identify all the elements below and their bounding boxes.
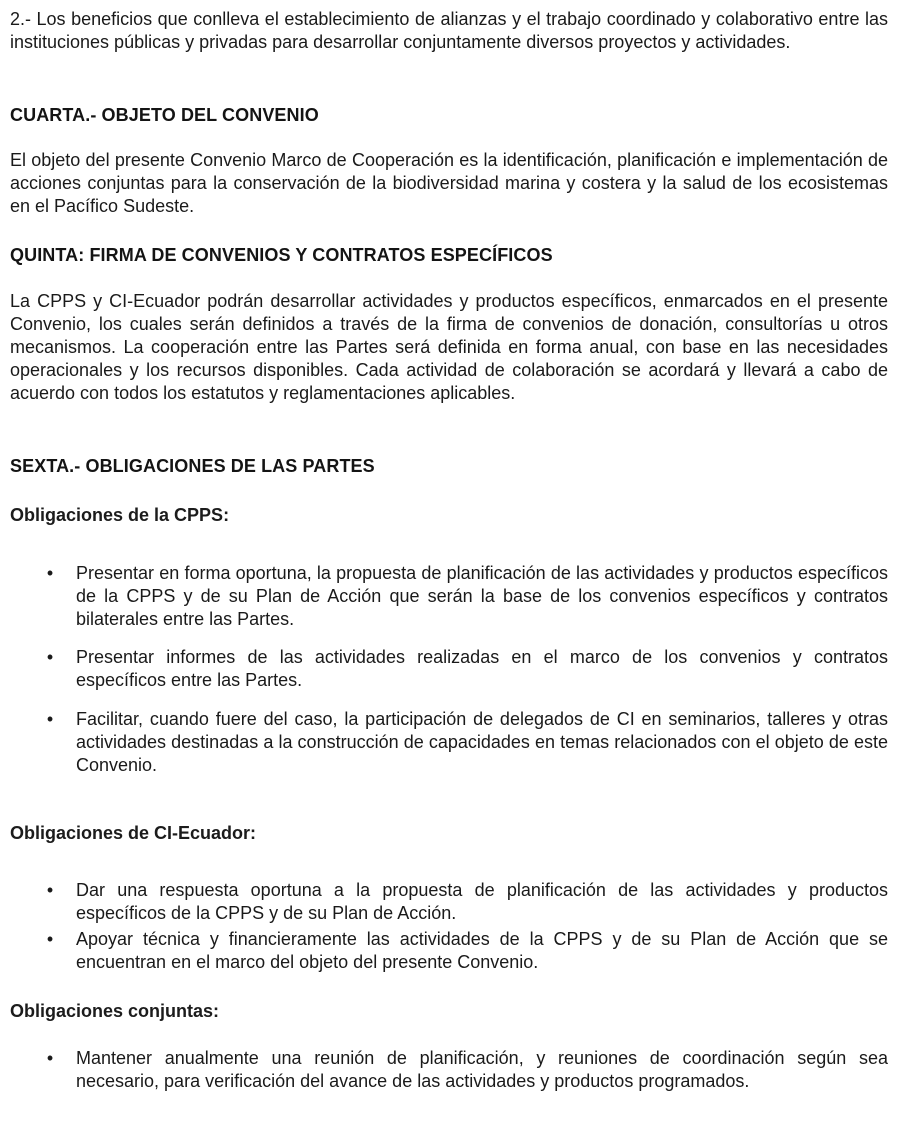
bullet-icon: • xyxy=(46,880,54,900)
list-item-text: Facilitar, cuando fuere del caso, la participación de delegados de CI en seminarios, talleres y otras actividades destinadas a la construcción de capacidades en temas relacionados con el objeto de este Convenio. xyxy=(76,709,888,775)
list-item-text: Dar una respuesta oportuna a la propuesta de planificación de las actividades y productos específicos de la CPPS y de su Plan de Acción. xyxy=(76,880,888,923)
bullet-icon: • xyxy=(46,709,54,729)
section-quinta-paragraph: La CPPS y CI-Ecuador podrán desarrollar actividades y productos específicos, enmarcados en el presente Convenio, los cuales serán definidos a través de la firma de convenios de donación, consultorías u otros mecanismos. La cooperación entre las Partes será definida en forma anual, con base en las necesidades operacionales y los recursos disponibles. Cada actividad de colaboración se acordará y llevará a cabo de acuerdo con todos los estatutos y reglamentaciones aplicables. xyxy=(10,291,888,403)
bullet-icon: • xyxy=(46,1048,54,1068)
list-item-text: Apoyar técnica y financieramente las actividades de la CPPS y de su Plan de Acción que se encuentran en el marco del objeto del presente Convenio. xyxy=(76,929,888,972)
intro-paragraph: 2.- Los beneficios que conlleva el establecimiento de alianzas y el trabajo coordinado y colaborativo entre las instituciones públicas y privadas para desarrollar conjuntamente diversos proyectos y actividades. xyxy=(10,9,888,52)
bullet-icon: • xyxy=(46,563,54,583)
list-item-text: Mantener anualmente una reunión de planificación, y reuniones de coordinación según sea necesario, para verificación del avance de las actividades y productos programados. xyxy=(76,1048,888,1091)
obligaciones-cpps-heading: Obligaciones de la CPPS: xyxy=(10,505,230,525)
section-cuarta-paragraph: El objeto del presente Convenio Marco de Cooperación es la identificación, planificación e implementación de acciones conjuntas para la conservación de la biodiversidad marina y costera y la salud de los ecosistemas en el Pacífico Sudeste. xyxy=(10,150,888,216)
list-item-text: Presentar informes de las actividades realizadas en el marco de los convenios y contratos específicos entre las Partes. xyxy=(76,647,888,690)
section-quinta-heading: QUINTA: FIRMA DE CONVENIOS Y CONTRATOS ESPECÍFICOS xyxy=(10,245,553,265)
bullet-icon: • xyxy=(46,647,54,667)
section-cuarta-heading: CUARTA.- OBJETO DEL CONVENIO xyxy=(10,105,319,125)
bullet-icon: • xyxy=(46,929,54,949)
list-item-text: Presentar en forma oportuna, la propuesta de planificación de las actividades y productos específicos de la CPPS y de su Plan de Acción que serán la base de los convenios específicos y contratos bilaterales entre las Partes. xyxy=(76,563,888,629)
section-sexta-heading: SEXTA.- OBLIGACIONES DE LAS PARTES xyxy=(10,456,375,476)
obligaciones-ci-ecuador-heading: Obligaciones de CI-Ecuador: xyxy=(10,823,257,843)
obligaciones-conjuntas-heading: Obligaciones conjuntas: xyxy=(10,1001,220,1021)
